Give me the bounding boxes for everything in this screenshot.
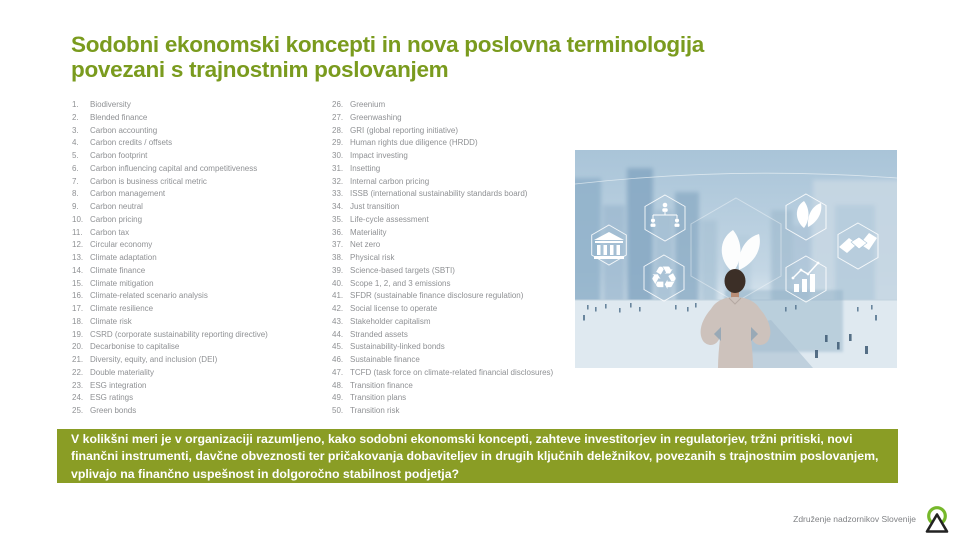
terms-column-1 xyxy=(72,99,327,418)
term-number: 12. xyxy=(72,240,84,250)
term-label: ISSB (international sustainability standards board) xyxy=(350,189,528,199)
term-number: 36. xyxy=(332,227,344,237)
term-item xyxy=(72,354,327,367)
term-number: 40. xyxy=(332,278,344,288)
head-hair xyxy=(725,269,746,293)
term-number: 47. xyxy=(332,367,344,377)
term-label: Climate mitigation xyxy=(90,278,154,288)
term-number: 34. xyxy=(332,202,344,211)
term-number: 15. xyxy=(72,278,84,288)
question-banner xyxy=(57,429,898,483)
term-number: 5. xyxy=(72,151,79,160)
term-number: 9. xyxy=(72,202,79,211)
term-number: 29. xyxy=(332,138,344,148)
term-label: Carbon accounting xyxy=(90,125,158,135)
term-item xyxy=(332,303,587,316)
term-label: Transition finance xyxy=(350,380,413,390)
term-number: 48. xyxy=(332,380,344,390)
photo-illustration xyxy=(575,150,897,368)
term-item xyxy=(72,125,327,138)
term-number: 20. xyxy=(72,342,84,352)
term-number: 19. xyxy=(72,329,84,339)
term-label: Double materiality xyxy=(90,367,155,377)
term-number: 45. xyxy=(332,342,344,352)
term-label: TCFD (task force on climate-related financial disclosures) xyxy=(350,367,554,377)
term-item xyxy=(332,380,587,393)
term-label: Carbon neutral xyxy=(90,202,143,211)
term-item xyxy=(332,150,587,163)
term-number: 50. xyxy=(332,406,344,415)
term-label: Carbon tax xyxy=(90,227,130,237)
term-number: 35. xyxy=(332,214,344,224)
term-label: Impact investing xyxy=(350,151,408,160)
title-line-2: povezani s trajnostnim poslovanjem xyxy=(71,57,449,82)
term-item xyxy=(72,252,327,265)
term-label: Scope 1, 2, and 3 emissions xyxy=(350,278,451,288)
term-item xyxy=(72,176,327,189)
term-item xyxy=(332,329,587,342)
term-number: 28. xyxy=(332,125,344,135)
term-item xyxy=(72,150,327,163)
term-label: Transition plans xyxy=(350,393,407,403)
term-label: Diversity, equity, and inclusion (DEI) xyxy=(90,355,218,364)
term-label: Greenium xyxy=(350,100,386,109)
term-number: 23. xyxy=(72,380,84,390)
term-label: Internal carbon pricing xyxy=(350,176,430,186)
term-label: Social license to operate xyxy=(350,304,438,313)
term-number: 3. xyxy=(72,125,79,135)
term-item xyxy=(332,265,587,278)
term-label: Climate resilience xyxy=(90,304,154,313)
term-number: 44. xyxy=(332,329,344,339)
term-number: 17. xyxy=(72,304,84,313)
term-label: Greenwashing xyxy=(350,112,402,122)
term-item xyxy=(332,125,587,138)
term-item xyxy=(72,392,327,405)
term-number: 31. xyxy=(332,163,344,173)
term-item xyxy=(332,367,587,380)
term-label: Carbon management xyxy=(90,189,166,199)
term-item xyxy=(332,239,587,252)
term-number: 6. xyxy=(72,163,79,173)
term-label: Carbon is business critical metric xyxy=(90,176,207,186)
term-label: CSRD (corporate sustainability reporting directive) xyxy=(90,329,268,339)
title-line-1: Sodobni ekonomski koncepti in nova poslovna terminologija xyxy=(71,32,704,57)
term-label: Climate adaptation xyxy=(90,253,157,262)
term-number: 46. xyxy=(332,355,344,364)
term-number: 2. xyxy=(72,112,79,122)
term-number: 25. xyxy=(72,406,84,415)
term-item xyxy=(72,405,327,418)
term-number: 42. xyxy=(332,304,344,313)
term-label: Stranded assets xyxy=(350,329,408,339)
term-item xyxy=(72,227,327,240)
term-number: 7. xyxy=(72,176,79,186)
term-item xyxy=(332,99,587,112)
term-number: 27. xyxy=(332,112,344,122)
term-label: Life-cycle assessment xyxy=(350,214,429,224)
term-label: Biodiversity xyxy=(90,100,131,109)
term-number: 21. xyxy=(72,355,84,364)
term-item xyxy=(332,188,587,201)
term-item xyxy=(332,405,587,418)
term-item xyxy=(72,214,327,227)
term-item xyxy=(332,392,587,405)
term-item xyxy=(72,341,327,354)
term-label: GRI (global reporting initiative) xyxy=(350,125,459,135)
term-item xyxy=(72,278,327,291)
term-number: 14. xyxy=(72,265,84,275)
footer xyxy=(793,504,950,534)
term-label: ESG integration xyxy=(90,380,147,390)
term-label: Insetting xyxy=(350,163,381,173)
term-number: 49. xyxy=(332,393,344,403)
term-number: 38. xyxy=(332,253,344,262)
term-label: Carbon influencing capital and competitiveness xyxy=(90,163,258,173)
term-item xyxy=(72,99,327,112)
term-item xyxy=(72,316,327,329)
term-item xyxy=(72,329,327,342)
term-item xyxy=(332,227,587,240)
term-label: Circular economy xyxy=(90,240,153,250)
term-item xyxy=(72,290,327,303)
term-label: Carbon pricing xyxy=(90,214,143,224)
term-label: Climate-related scenario analysis xyxy=(90,291,208,301)
terms-column-2 xyxy=(332,99,587,418)
term-label: Transition risk xyxy=(350,406,400,415)
term-item xyxy=(332,316,587,329)
term-number: 24. xyxy=(72,393,84,403)
city-sustainability-photo xyxy=(575,150,897,368)
term-item xyxy=(332,137,587,150)
page-title xyxy=(71,32,704,82)
term-item xyxy=(72,112,327,125)
term-label: Just transition xyxy=(350,202,400,211)
term-number: 33. xyxy=(332,189,344,199)
question-text: V kolikšni meri je v organizaciji razumljeno, kako sodobni ekonomski koncepti, zahteve investitorjev in regulatorjev, tržni pritiski, novi finančni instrumenti, davčne obveznosti ter pričakovanja dobaviteljev in drugih ključnih deležnikov, povezanih s trajnostnim poslovanjem, vplivajo na finančno uspešnost in dolgoročno stabilnost podjetja? xyxy=(71,432,879,481)
term-item xyxy=(72,201,327,214)
term-label: Decarbonise to capitalise xyxy=(90,342,180,352)
term-item xyxy=(72,188,327,201)
term-item xyxy=(332,201,587,214)
recycle-icon: ♻ xyxy=(649,259,679,297)
term-label: Carbon credits / offsets xyxy=(90,138,173,148)
term-label: Human rights due diligence (HRDD) xyxy=(350,138,478,148)
term-number: 10. xyxy=(72,214,84,224)
term-label: Net zero xyxy=(350,240,381,250)
term-label: Materiality xyxy=(350,227,387,237)
term-number: 1. xyxy=(72,100,79,109)
term-label: Blended finance xyxy=(90,112,148,122)
org-name: Združenje nadzornikov Slovenije xyxy=(793,514,916,524)
term-number: 41. xyxy=(332,291,344,301)
term-label: SFDR (sustainable finance disclosure regulation) xyxy=(350,291,524,301)
term-item xyxy=(332,354,587,367)
term-item xyxy=(332,163,587,176)
term-number: 37. xyxy=(332,240,344,250)
term-number: 43. xyxy=(332,316,344,326)
term-item xyxy=(332,278,587,291)
term-item xyxy=(72,303,327,316)
org-logo-icon xyxy=(924,505,950,534)
term-label: Sustainable finance xyxy=(350,355,420,364)
term-item xyxy=(332,176,587,189)
term-item xyxy=(72,137,327,150)
term-number: 8. xyxy=(72,189,79,199)
term-item xyxy=(72,239,327,252)
term-number: 4. xyxy=(72,138,79,148)
term-item xyxy=(332,252,587,265)
term-label: ESG ratings xyxy=(90,393,134,403)
term-item xyxy=(72,163,327,176)
term-item xyxy=(332,214,587,227)
term-number: 11. xyxy=(72,227,83,237)
term-label: Green bonds xyxy=(90,406,137,415)
term-number: 22. xyxy=(72,367,84,377)
term-number: 26. xyxy=(332,100,344,109)
term-item xyxy=(72,380,327,393)
term-label: Stakeholder capitalism xyxy=(350,316,431,326)
term-item xyxy=(332,341,587,354)
term-item xyxy=(72,265,327,278)
term-number: 30. xyxy=(332,151,344,160)
term-number: 13. xyxy=(72,253,84,262)
term-label: Climate risk xyxy=(90,316,132,326)
term-item xyxy=(332,112,587,125)
term-number: 18. xyxy=(72,316,84,326)
term-number: 39. xyxy=(332,265,344,275)
term-label: Carbon footprint xyxy=(90,151,148,160)
term-label: Climate finance xyxy=(90,265,146,275)
term-item xyxy=(332,290,587,303)
term-label: Sustainability-linked bonds xyxy=(350,342,445,352)
term-number: 16. xyxy=(72,291,84,301)
term-item xyxy=(72,367,327,380)
term-label: Science-based targets (SBTI) xyxy=(350,265,455,275)
term-number: 32. xyxy=(332,176,344,186)
term-label: Physical risk xyxy=(350,253,395,262)
